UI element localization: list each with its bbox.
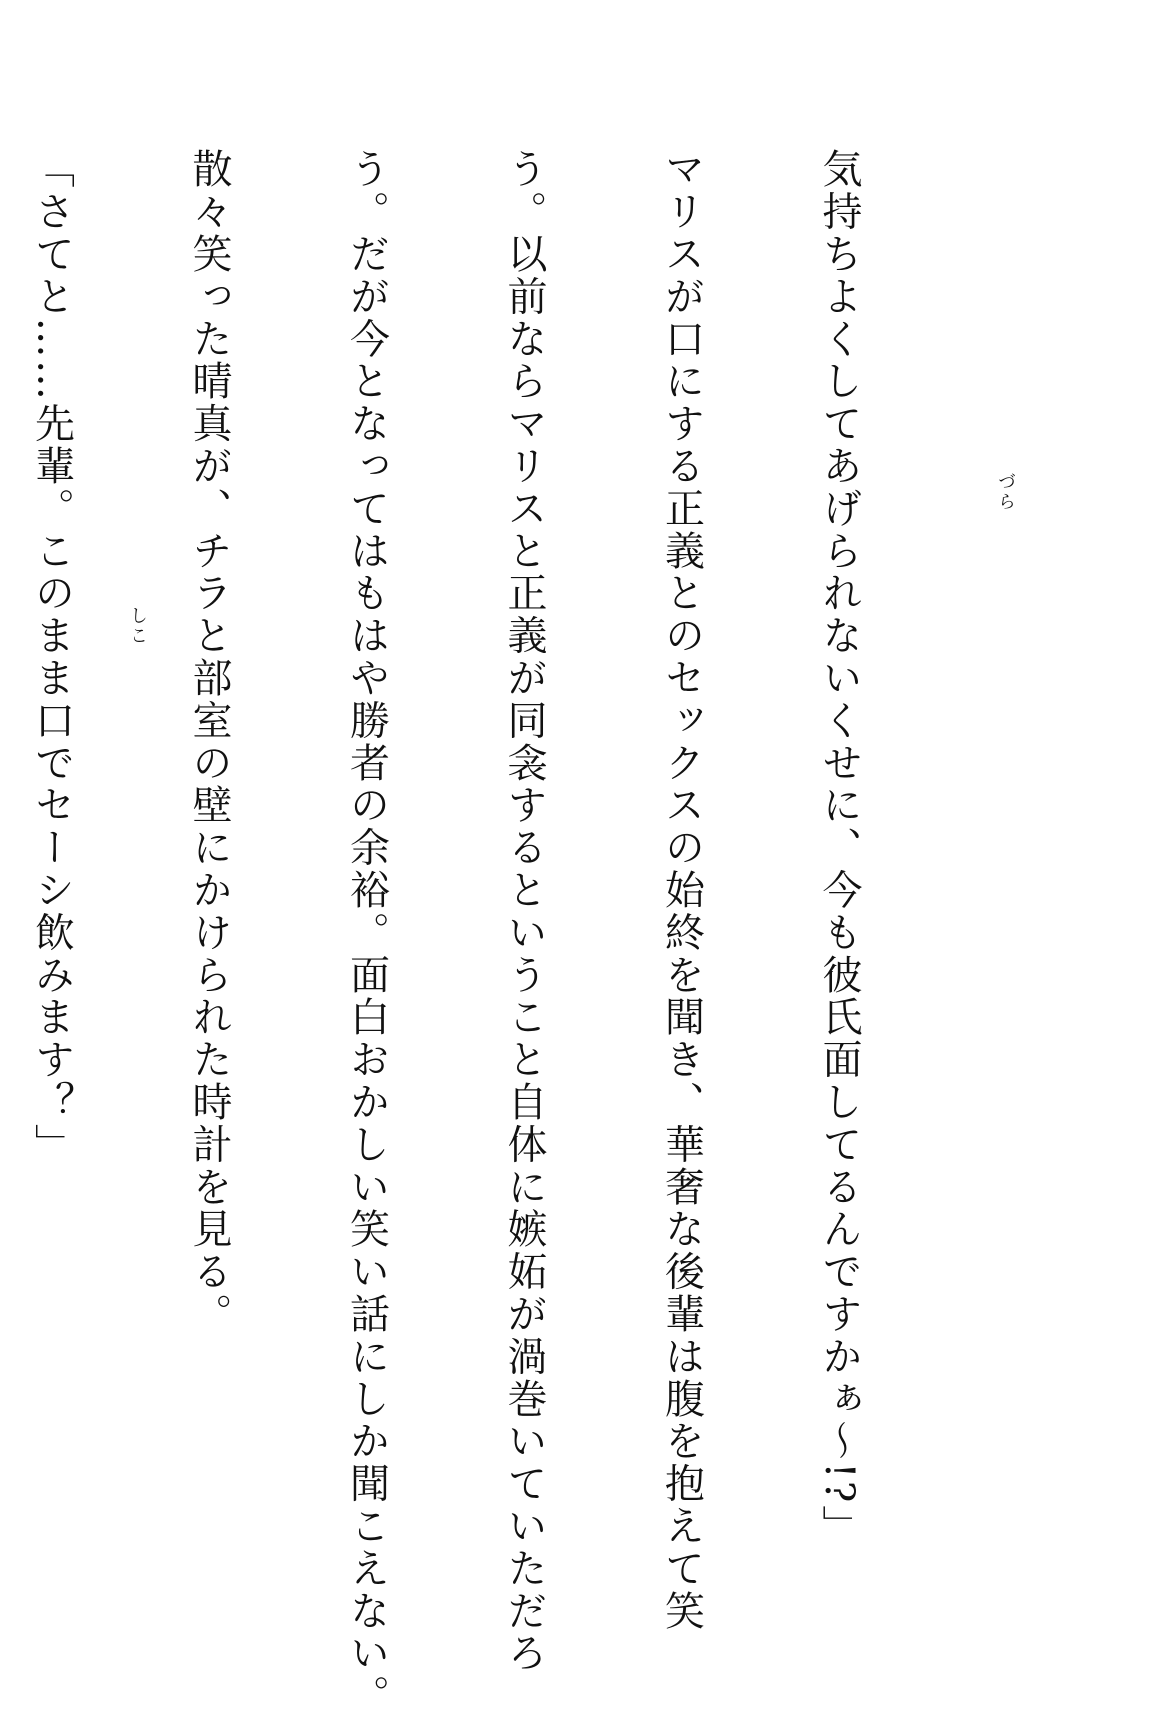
text-line: う。以前ならマリスと正義が同衾するということ自体に嫉妬が渦巻いていただろ [501,148,547,1675]
ruby-reading-zura: づら [995,472,1016,513]
text-line: 「さてと……先輩。このまま口でセーシ飲みます？」 [28,148,75,1166]
vertical-text-body [0,148,970,1717]
text-line: う。だが今となってはもはや勝者の余裕。面白おかしい笑い話にしか聞こえない。 [343,148,390,1717]
text-column [498,148,551,1675]
text-line: 気持ちよくしてあげられないくせに、今も彼氏面してるんですかぁ〜!?」 [816,148,862,1548]
text-column [25,148,78,1568]
text-line: マリスが口にする正義とのセックスの始終を聞き、華奢な後輩は腹を抱えて笑 [658,148,705,1633]
ruby-reading-shiko: しこ [127,606,148,647]
text-column [340,148,393,1717]
text-column [813,148,866,1568]
text-column [655,148,708,1633]
text-line: 散々笑った晴真が、チラと部室の壁にかけられた時計を見る。 [186,148,232,1336]
text-column [183,148,236,1568]
